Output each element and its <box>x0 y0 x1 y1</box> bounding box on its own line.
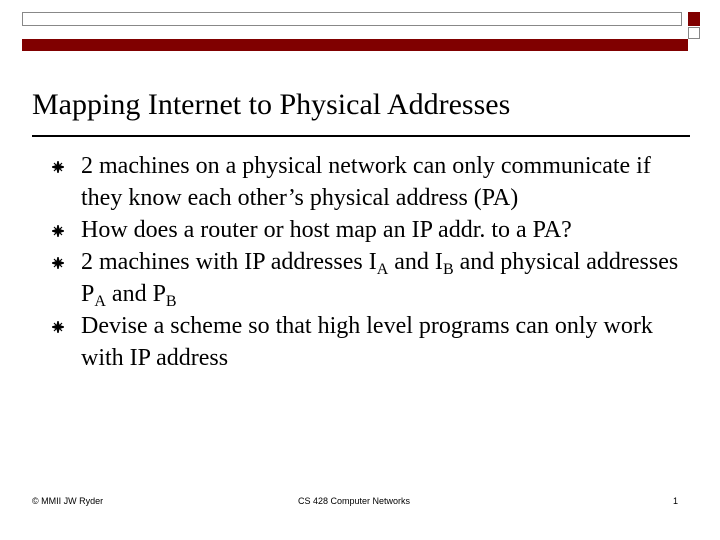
subscript: A <box>376 261 389 278</box>
subscript: B <box>442 261 454 278</box>
bullet-text-part: and I <box>388 249 443 275</box>
star-bullet-icon <box>52 150 66 182</box>
bullet-text-part: and physical addresses P <box>81 249 679 307</box>
star-bullet-icon <box>52 246 66 278</box>
footer-course: CS 428 Computer Networks <box>298 496 411 506</box>
subscript: B <box>165 293 177 310</box>
bullet-text: 2 machines on a physical network can only communicate if they know each other’s physical address (PA) <box>81 153 651 211</box>
header-outline-box <box>22 12 682 26</box>
bullet-item <box>52 310 692 374</box>
bullet-item <box>52 214 692 246</box>
subscript: A <box>94 293 106 310</box>
bullet-text-part: and P <box>105 281 166 307</box>
bullet-item <box>52 246 692 310</box>
bullet-list <box>52 150 692 374</box>
star-bullet-icon <box>52 214 66 246</box>
header-accent-stripe <box>22 39 688 51</box>
slide-title: Mapping Internet to Physical Addresses <box>32 88 511 121</box>
corner-square-filled <box>688 12 700 26</box>
corner-square-outline <box>688 27 700 39</box>
bullet-item <box>52 150 692 214</box>
bullet-text-part: 2 machines with IP addresses I <box>81 249 377 275</box>
title-divider <box>32 135 690 137</box>
footer-copyright: © MMII JW Ryder <box>32 496 104 506</box>
bullet-text: How does a router or host map an IP addr. to a PA? <box>81 217 572 243</box>
footer-page-number: 1 <box>673 496 679 506</box>
star-bullet-icon <box>52 310 66 342</box>
bullet-text: Devise a scheme so that high level programs can only work with IP address <box>81 313 653 371</box>
